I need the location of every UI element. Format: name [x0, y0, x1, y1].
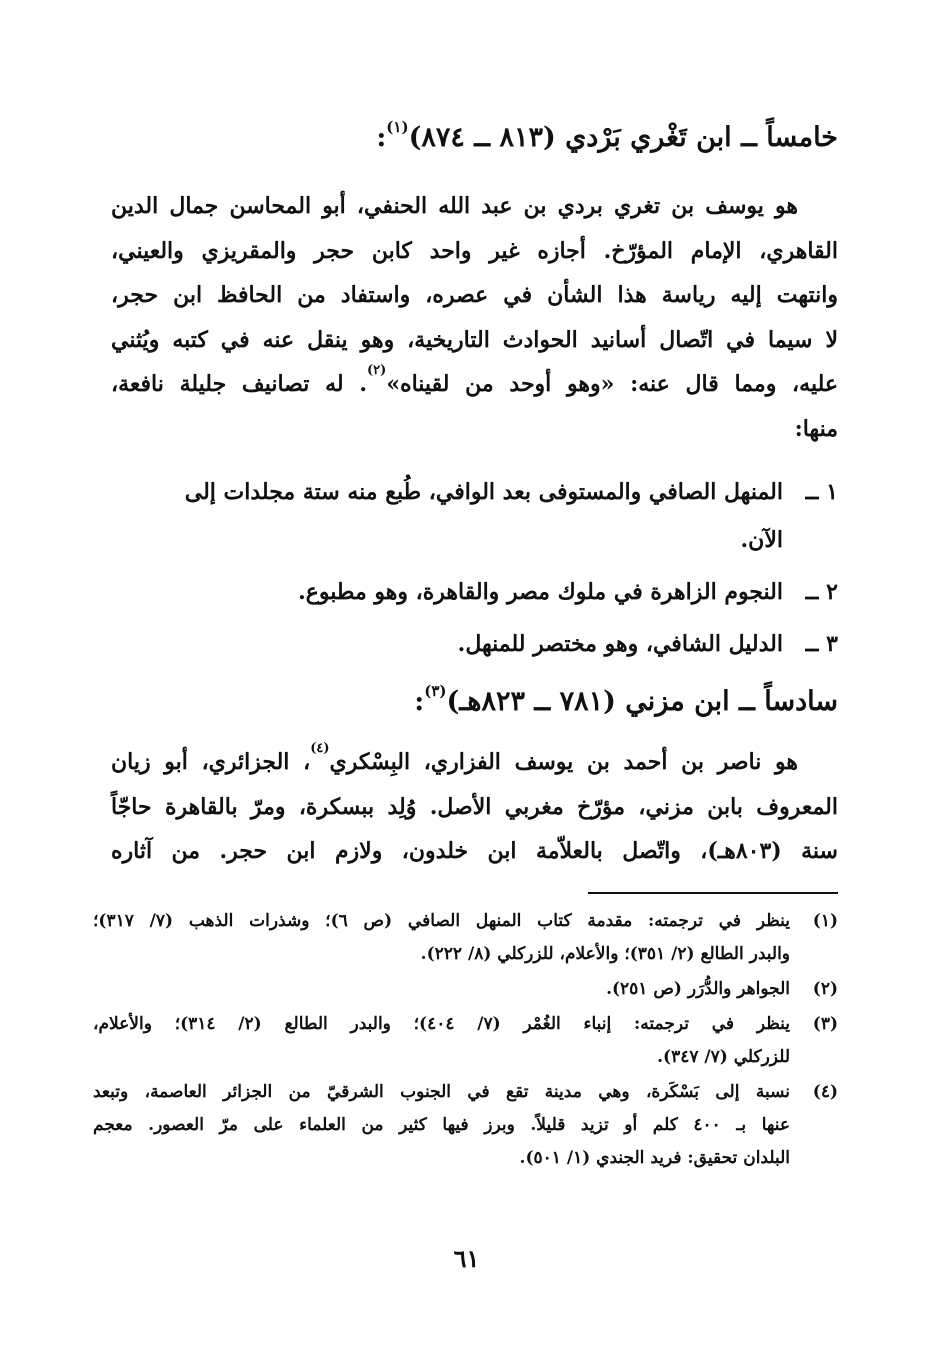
list-item: ٢ ــ النجوم الزاهرة في ملوك مصر والقاهرة، وهو مطبوع.: [111, 568, 838, 616]
paragraph-line: هو ناصر بن أحمد بن يوسف الفزاري، البِسْكري$^{(٤)}$، الجزائري، أبو زيان: [111, 741, 798, 775]
paragraph-line: عليه، ومما قال عنه: «وهو أوحد من لقيناه»$^{(٢)}$. له تصانيف جليلة نافعة،: [111, 363, 838, 397]
list-item-number: ٢ ــ: [805, 579, 838, 605]
paragraph-line: منها:: [794, 415, 838, 442]
footnote-number: (٤): [812, 1082, 838, 1102]
heading-text: خامساً ــ ابن تَغْري بَرْدي (٨١٣ ــ ٨٧٤): [408, 122, 838, 153]
works-list: [111, 468, 838, 668]
list-item-number: ١ ــ: [805, 479, 838, 505]
footnote: (١) ينظر في ترجمته: مقدمة كتاب المنهل الصافي (ص ٦)؛ وشذرات الذهب (٧/ ٣١٧)؛ والبدر الطالع (٢/ ٣٥١)؛ والأعلام، للزركلي (٨/ ٢٢٢).: [93, 905, 838, 971]
footnote-ref-1[interactable]: (١): [386, 118, 409, 136]
footnote-number: (٣): [812, 1014, 838, 1034]
footnote-number: (٢): [812, 979, 838, 999]
page-number: ٦١: [453, 1244, 480, 1273]
paragraph-line: القاهري، الإمام المؤرّخ. أجازه غير واحد كابن حجر والمقريزي والعيني،: [111, 237, 838, 264]
paragraph-line: لا سيما في اتّصال أسانيد الحوادث التاريخية، وهو ينقل عنه في كتبه ويُثني: [111, 326, 838, 353]
list-item: ٣ ــ الدليل الشافي، وهو مختصر للمنهل.: [111, 620, 838, 668]
footnote-ref-3[interactable]: (٣): [424, 682, 447, 700]
footnote-ref-4[interactable]: (٤): [310, 741, 330, 756]
footnote: (٤) نسبة إلى بَسْكَرة، وهي مدينة تقع في الجنوب الشرقيّ من الجزائر العاصمة، وتبعد عنها بـ ٤٠٠ كلم أو تزيد قليلاً. وبرز فيها كثير من العلماء على مرّ العصور. معجم البلدان تحقيق: فريد الجندي (١/ ٥٠١).: [93, 1076, 838, 1175]
biography-paragraph-ibn-mazni: [111, 740, 838, 874]
footnote: (٢) الجواهر والدُّرَر (ص ٢٥١).: [93, 973, 838, 1006]
footnote-number: (١): [812, 911, 838, 931]
list-item: ١ ــ المنهل الصافي والمستوفى بعد الوافي، طُبع منه ستة مجلدات إلى الآن.: [111, 468, 838, 564]
section-heading-ibn-mazni: سادساً ــ ابن مزني (٧٨١ ــ ٨٢٣هـ)$^{(٣)}$:: [414, 682, 838, 717]
footnote: (٣) ينظر في ترجمته: إنباء الغُمْر (٧/ ٤٠٤)؛ والبدر الطالع (٢/ ٣١٤)؛ والأعلام، للزركلي (٧/ ٣٤٧).: [93, 1008, 838, 1074]
paragraph-line: المعروف بابن مزني، مؤرّخ مغربي الأصل. وُلِد ببسكرة، ومرّ بالقاهرة حاجّاً: [111, 793, 838, 820]
list-item-number: ٣ ــ: [805, 631, 838, 657]
footnote-separator: [588, 892, 838, 894]
paragraph-line: سنة (٨٠٣هـ)، واتّصل بالعلاّمة ابن خلدون، ولازم ابن حجر. من آثاره: [111, 838, 838, 864]
biography-paragraph-ibn-taghri-birdi: [111, 184, 838, 451]
heading-text: سادساً ــ ابن مزني (٧٨١ ــ ٨٢٣هـ): [446, 686, 838, 717]
footnote-ref-2[interactable]: (٢): [367, 363, 387, 378]
paragraph-line: وانتهت إليه رياسة هذا الشأن في عصره، واستفاد من الحافظ ابن حجر،: [111, 282, 838, 308]
section-heading-ibn-taghri-birdi: خامساً ــ ابن تَغْري بَرْدي (٨١٣ ــ ٨٧٤)$^{(١)}$:: [376, 118, 838, 153]
footnotes: [93, 905, 838, 1177]
paragraph-line: هو يوسف بن تغري بردي بن عبد الله الحنفي، أبو المحاسن جمال الدين: [111, 193, 798, 219]
